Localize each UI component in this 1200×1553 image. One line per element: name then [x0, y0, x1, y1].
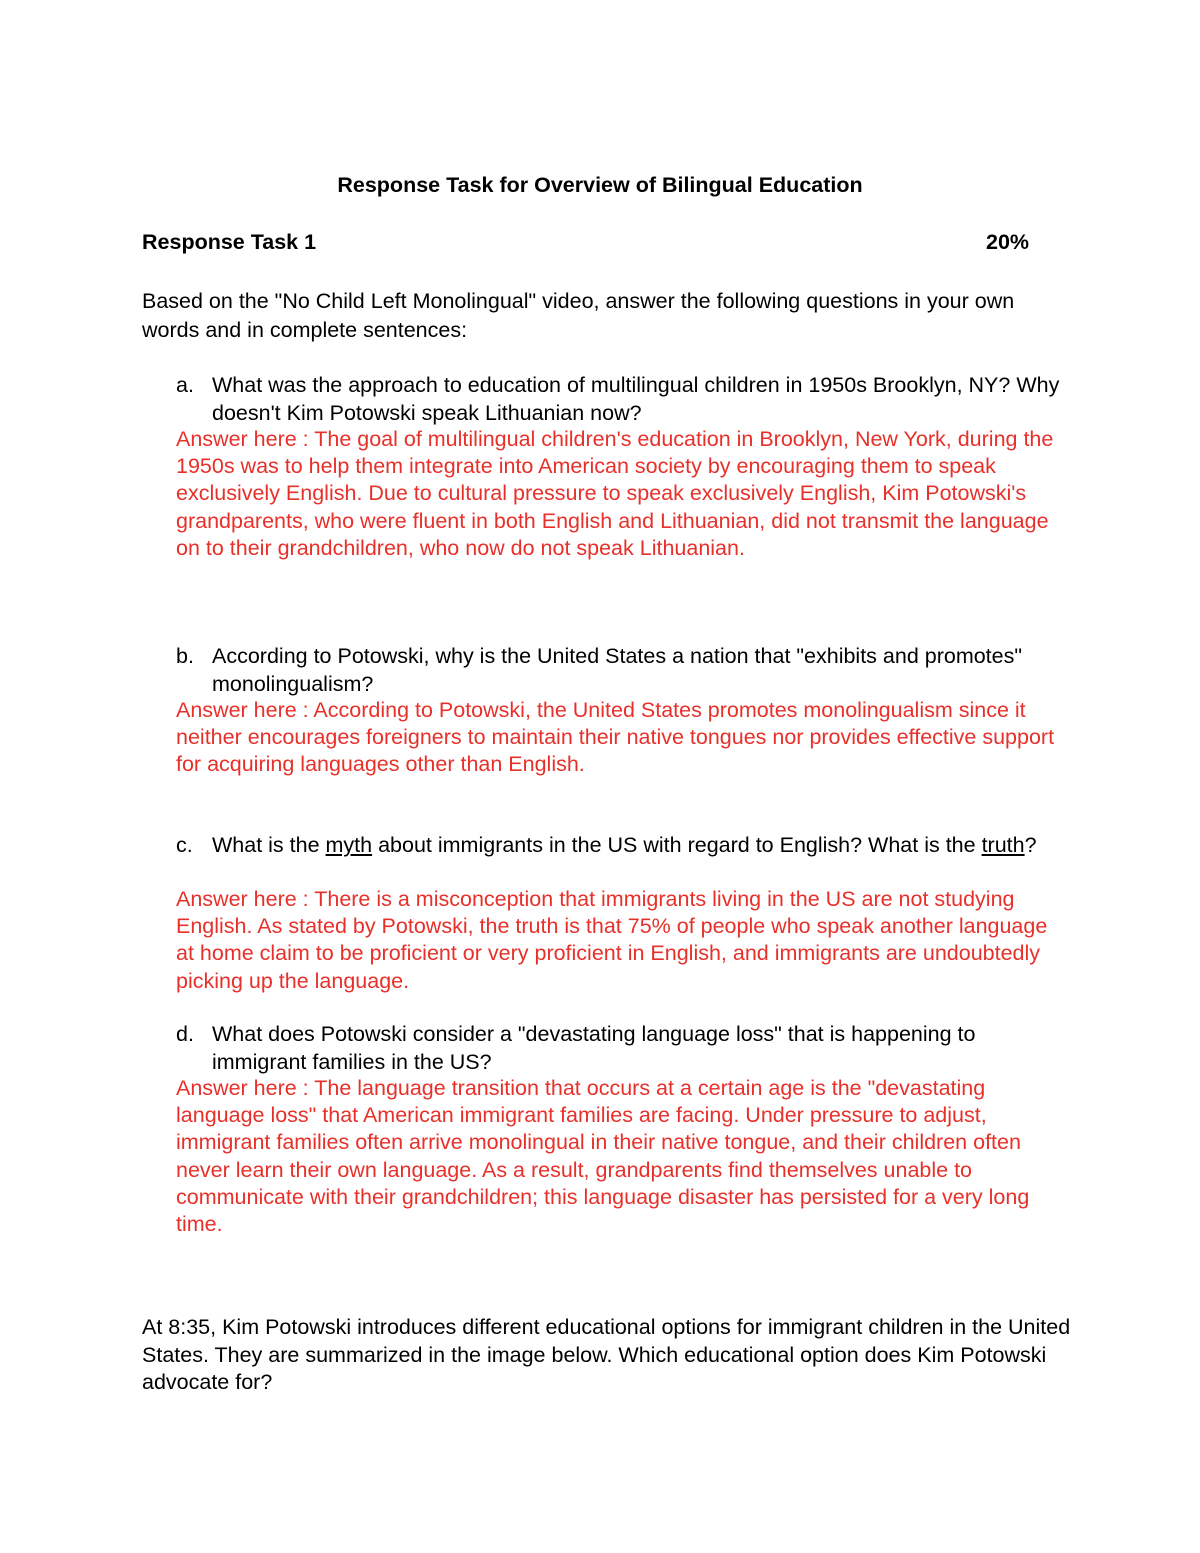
answer-text: Answer here : According to Potowski, the United States promotes monolingualism since it neither encourages foreigners to maintain their native tongues nor provides effective support for acquiring languages other than English.: [176, 698, 1055, 777]
myth-underlined: myth: [325, 833, 373, 857]
question-label: b.: [176, 644, 194, 668]
question-text: [212, 832, 1072, 860]
question-text: According to Potowski, why is the United States a nation that "exhibits and promotes" monolingualism?: [212, 644, 1022, 696]
closing-paragraph: At 8:35, Kim Potowski introduces different educational options for immigrant children in the United States. They are summarized in the image below. Which educational option does Kim Potowski advocate for?: [142, 1315, 1071, 1394]
question-text: What was the approach to education of multilingual children in 1950s Brooklyn, NY? Why doesn't Kim Potowski speak Lithuanian now?: [212, 373, 1060, 425]
question-text: What does Potowski consider a "devastating language loss" that is happening to immigrant families in the US?: [212, 1022, 976, 1074]
intro-paragraph: Based on the "No Child Left Monolingual" video, answer the following questions in your own words and in complete sentences:: [142, 289, 1015, 342]
truth-underlined: truth: [981, 833, 1025, 857]
question-text-part: ?: [1024, 833, 1037, 857]
question-text-part: about immigrants in the US with regard to English? What is the: [372, 833, 982, 857]
answer-text: Answer here : There is a misconception that immigrants living in the US are not studying English. As stated by Potowski, the truth is that 75% of people who speak another language at home claim to be proficient or very proficient in English, and immigrants are undoubtedly picking up the language.: [176, 887, 1048, 993]
question-text-part: What is the: [212, 833, 326, 857]
question-label: c.: [176, 833, 193, 857]
question-label: d.: [176, 1022, 194, 1046]
task-heading: Response Task 1: [142, 230, 317, 254]
question-label: a.: [176, 373, 194, 397]
task-weight: 20%: [986, 230, 1030, 254]
answer-text: Answer here : The language transition that occurs at a certain age is the "devastating language loss" that American immigrant families are facing. Under pressure to adjust, immigrant families often arrive monolingual in their native tongue, and their children often never learn their own language. As a result, grandparents find themselves unable to communicate with their grandchildren; this language disaster has persisted for a very long time.: [176, 1076, 1030, 1237]
document-title: Response Task for Overview of Bilingual Education: [337, 173, 863, 197]
answer-text: Answer here : The goal of multilingual children's education in Brooklyn, New York, during the 1950s was to help them integrate into American society by encouraging them to speak exclusively English. Due to cultural pressure to speak exclusively English, Kim Potowski's grandparents, who were fluent in both English and Lithuanian, did not transmit the language on to their grandchildren, who now do not speak Lithuanian.: [176, 427, 1054, 560]
